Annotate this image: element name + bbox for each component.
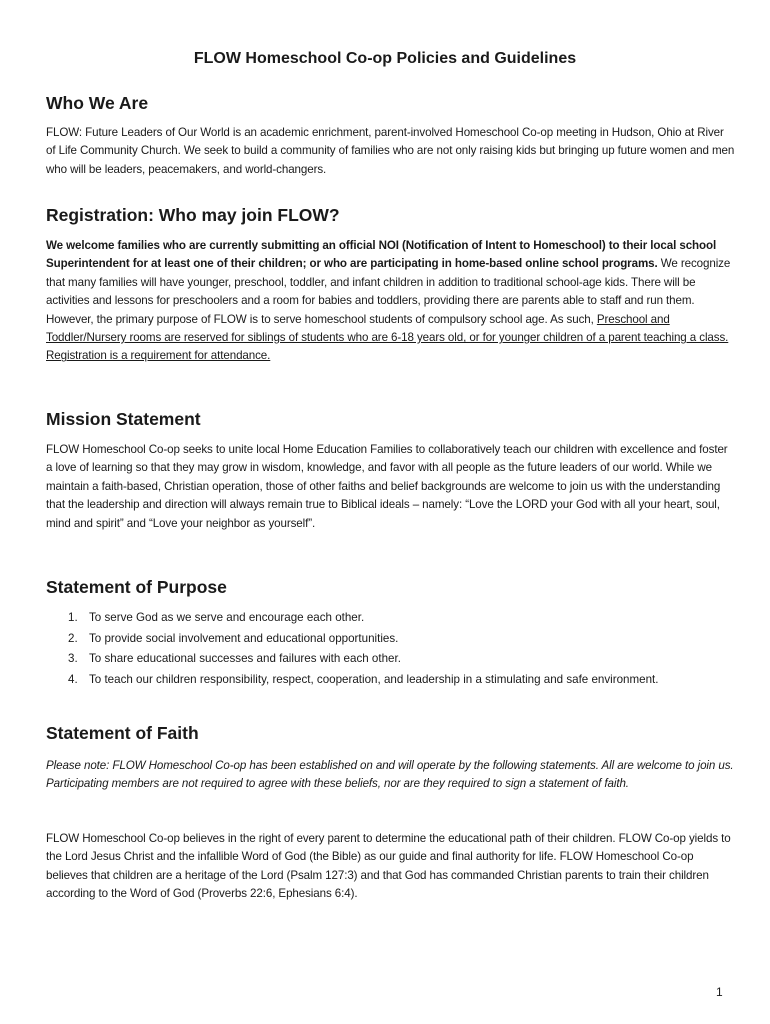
heading-who-we-are: Who We Are xyxy=(46,93,149,113)
list-item-text: To share educational successes and failures with each other. xyxy=(89,652,401,666)
faith-note-paragraph: Please note: FLOW Homeschool Co-op has been established on and will operate by the following statements. All are welcome to join us. Participating members are not required to agree with these beliefs, nor are they required to sign a statement of faith. xyxy=(46,759,734,791)
list-item xyxy=(46,650,736,671)
heading-mission: Mission Statement xyxy=(46,409,201,429)
list-item xyxy=(46,609,736,630)
document-title: FLOW Homeschool Co-op Policies and Guidelines xyxy=(193,50,577,67)
registration-bold-text: We welcome families who are currently submitting an official NOI (Notification of Intent to Homeschool) to their local school Superintendent for at least one of their children; or who are participating in home-based online school programs. xyxy=(46,239,717,271)
registration-body-text: We recognize that many families will have younger, preschool, toddler, and infant children in addition to traditional school-age kids. There will be activities and lessons for preschoolers and a room for babies and toddlers, providing there are parents able to staff and run them. However, the primary purpose of FLOW is to serve homeschool students of compulsory school age. As such, xyxy=(46,257,731,326)
list-item-number: 2. xyxy=(68,631,78,645)
list-item-number: 1. xyxy=(68,611,78,624)
mission-paragraph: FLOW Homeschool Co-op seeks to unite local Home Education Families to collaboratively teach our children with excellence and foster a love of learning so that they may grow in wisdom, knowledge, and favor with all people as the future leaders of our world. While we maintain a faith-based, Christian operation, those of other faiths and belief backgrounds are welcome to join us with the understanding that the leadership and direction will always remain true to Biblical ideals – namely: “Love the LORD your God with all your heart, soul, mind and spirit” and “Love your neighbor as yourself”. xyxy=(46,443,728,530)
heading-registration: Registration: Who may join FLOW? xyxy=(46,205,340,225)
who-we-are-paragraph: FLOW: Future Leaders of Our World is an academic enrichment, parent-involved Homeschool Co-op meeting in Hudson, Ohio at River of Life Community Church. We seek to build a community of families who are not only raising kids but bringing up future women and men who will be leaders, peacemakers, and world-changers. xyxy=(46,126,735,176)
list-item-text: To teach our children responsibility, respect, cooperation, and leadership in a stimulating and safe environment. xyxy=(89,672,659,686)
purpose-list xyxy=(46,609,736,691)
list-item-number: 4. xyxy=(68,672,78,686)
list-item xyxy=(46,671,736,692)
heading-faith: Statement of Faith xyxy=(46,723,199,743)
page-number: 1 xyxy=(716,985,723,999)
list-item xyxy=(46,630,736,651)
faith-body-paragraph: FLOW Homeschool Co-op believes in the right of every parent to determine the educational path of their children. FLOW Co-op yields to the Lord Jesus Christ and the infallible Word of God (the Bible) as our guide and final authority for life. FLOW Homeschool Co-op believes that children are a heritage of the Lord (Psalm 127:3) and that God has commanded Christian parents to train their children according to the Word of God (Proverbs 22:6, Ephesians 6:4). xyxy=(46,832,731,901)
registration-paragraph xyxy=(46,237,736,366)
list-item-text: To serve God as we serve and encourage each other. xyxy=(89,611,365,624)
list-item-text: To provide social involvement and educational opportunities. xyxy=(89,631,399,645)
registration-underlined-text: Preschool and Toddler/Nursery rooms are reserved for siblings of students who are 6-18 years old, or for younger children of a parent teaching a class. Registration is a requirement for attendance. xyxy=(46,312,729,363)
heading-purpose: Statement of Purpose xyxy=(46,577,227,597)
list-item-number: 3. xyxy=(68,652,78,666)
